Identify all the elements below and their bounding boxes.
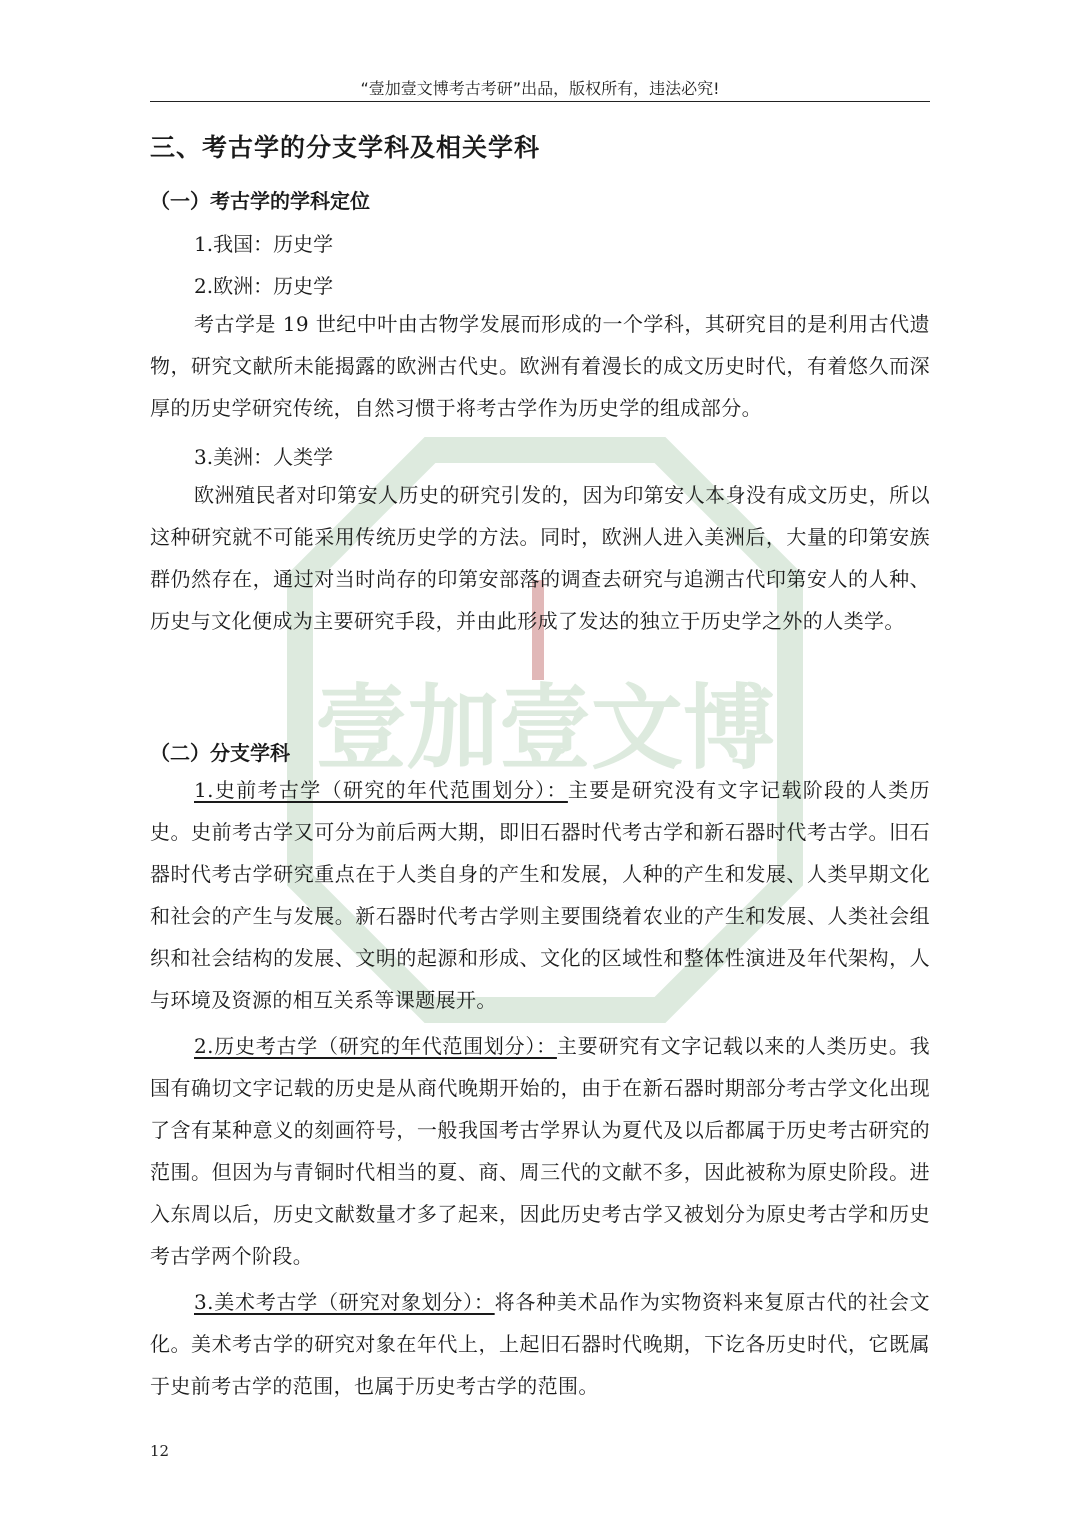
page-header: “壹加壹文博考古考研”出品，版权所有，违法必究! <box>360 79 720 98</box>
list-item-europe: 2.欧洲：历史学 <box>194 274 334 298</box>
watermark-text: 壹加壹文博 <box>314 675 776 782</box>
page-number: 12 <box>150 1442 170 1460</box>
header-rule <box>150 101 930 102</box>
paragraph-europe: 考古学是 19 世纪中叶由古物学发展而形成的一个学科，其研究目的是利用古代遗物，研究文献所未能揭露的欧洲古代史。欧洲有着漫长的成文历史时代，有着悠久而深厚的历史学研究传统，自然习惯于将考古学作为历史学的组成部分。 <box>150 312 930 420</box>
paragraph-prehistoric <box>150 769 930 1021</box>
section-title: 三、考古学的分支学科及相关学科 <box>150 133 541 162</box>
list-item-china: 1.我国：历史学 <box>194 232 334 256</box>
list-item-america: 3.美洲：人类学 <box>194 445 334 469</box>
text-art: 将各种美术品作为实物资料来复原古代的社会文化。美术考古学的研究对象在年代上，上起旧石器时代晚期，下讫各历史时代，它既属于史前考古学的范围，也属于历史考古学的范围。 <box>150 1290 930 1398</box>
text-prehistoric: 主要是研究没有文字记载阶段的人类历史。史前考古学又可分为前后两大期，即旧石器时代考古学和新石器时代考古学。旧石器时代考古学研究重点在于人类自身的产生和发展，人种的产生和发展、人类早期文化和社会的产生与发展。新石器时代考古学则主要围绕着农业的产生和发展、人类社会组织和社会结构的发展、文明的起源和形成、文化的区域性和整体性演进及年代架构，人与环境及资源的相互关系等课题展开。 <box>150 778 930 1012</box>
text-historical: 主要研究有文字记载以来的人类历史。我国有确切文字记载的历史是从商代晚期开始的，由于在新石器时期部分考古学文化出现了含有某种意义的刻画符号，一般我国考古学界认为夏代及以后都属于历史考古研究的范围。但因为与青铜时代相当的夏、商、周三代的文献不多，因此被称为原史阶段。进入东周以后，历史文献数量才多了起来，因此历史考古学又被划分为原史考古学和历史考古学两个阶段。 <box>150 1034 931 1268</box>
paragraph-historical <box>150 1025 930 1277</box>
subsection-heading-2: （二）分支学科 <box>150 741 290 765</box>
term-historical: 2.历史考古学（研究的年代范围划分）： <box>194 1034 557 1058</box>
term-art: 3.美术考古学（研究对象划分）： <box>194 1290 495 1314</box>
paragraph-art <box>150 1281 930 1407</box>
subsection-heading-1: （一）考古学的学科定位 <box>150 189 370 213</box>
paragraph-america: 欧洲殖民者对印第安人历史的研究引发的，因为印第安人本身没有成文历史，所以这种研究就不可能采用传统历史学的方法。同时，欧洲人进入美洲后，大量的印第安族群仍然存在，通过对当时尚存的印第安部落的调查去研究与追溯古代印第安人的人种、历史与文化便成为主要研究手段，并由此形成了发达的独立于历史学之外的人类学。 <box>150 483 930 633</box>
term-prehistoric: 1.史前考古学（研究的年代范围划分）： <box>194 778 568 802</box>
